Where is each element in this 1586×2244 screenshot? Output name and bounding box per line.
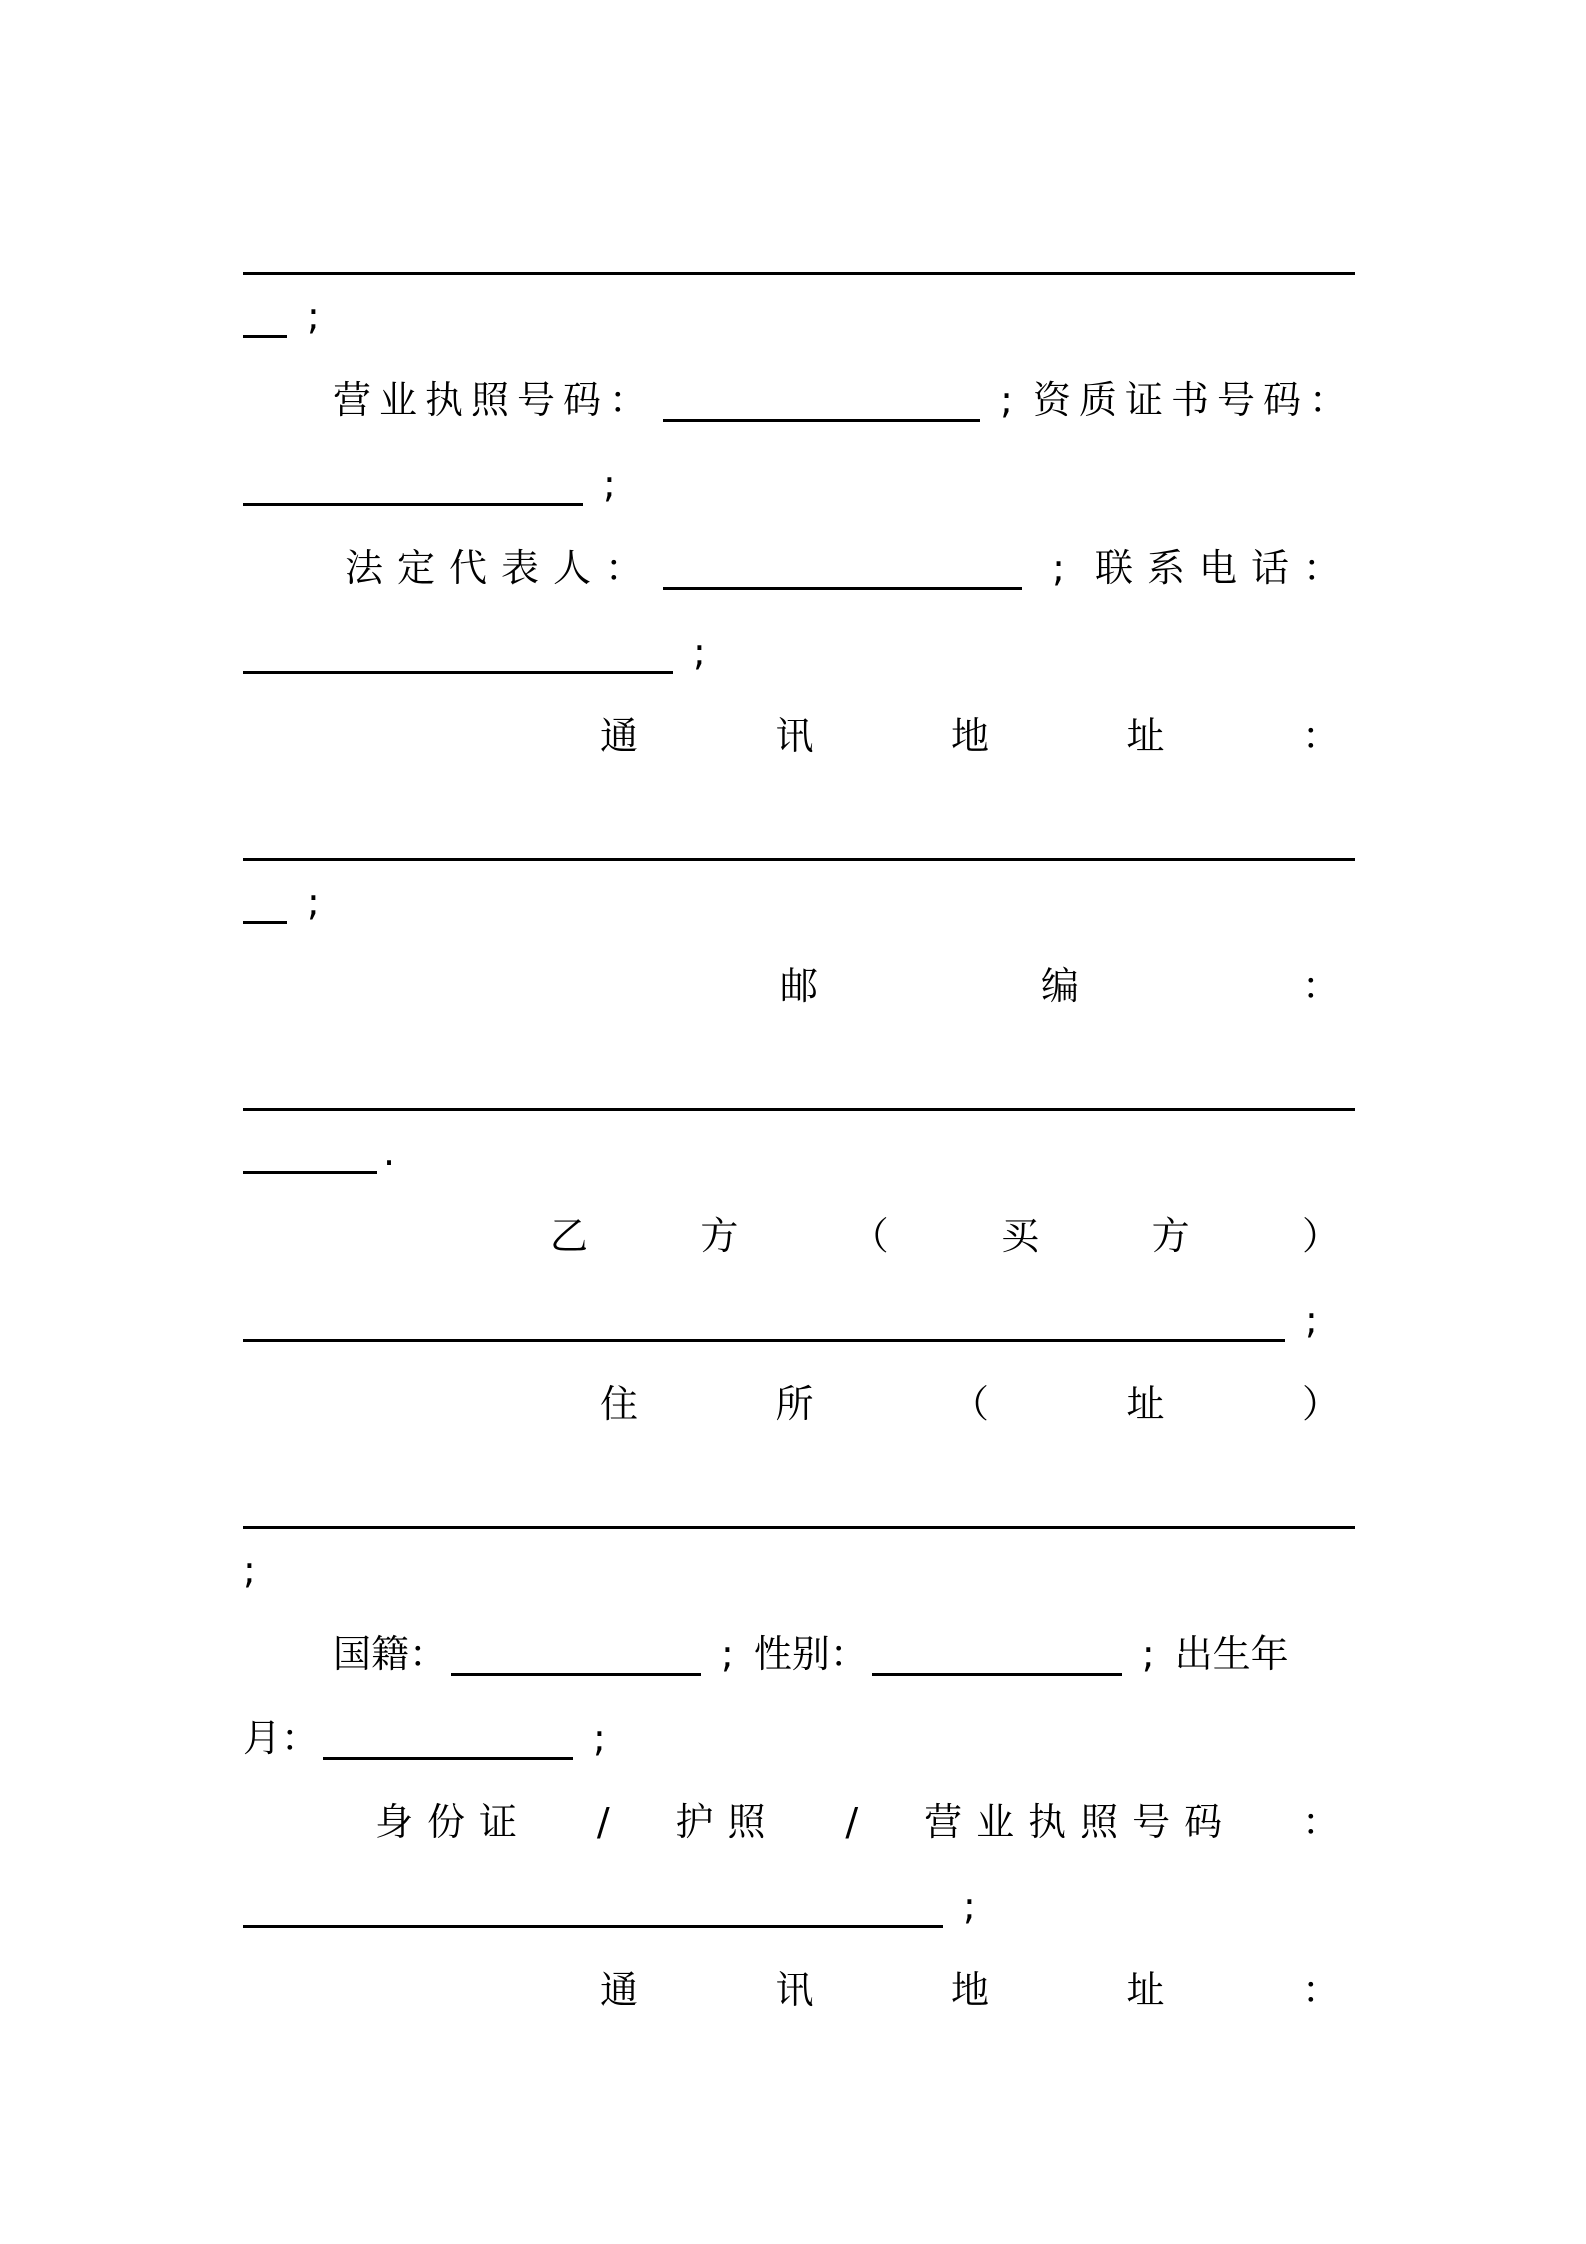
phone-label: 联系电话：	[1094, 546, 1355, 590]
seller-address-end: ;	[307, 294, 320, 338]
buyer-mail-label-char: 址	[1126, 1968, 1165, 2012]
license-sep: ;	[1000, 378, 1013, 422]
buyer-party-label-char: ）	[1301, 1214, 1340, 1258]
zip-end: .	[383, 1130, 396, 1174]
seller-mail-blank[interactable]	[243, 846, 1355, 861]
license-line	[333, 358, 1355, 442]
seller-address-end-line	[243, 274, 1355, 358]
buyer-party-label-char: 方	[1151, 1214, 1190, 1258]
residence-label-char: 址	[1126, 1382, 1165, 1426]
zip-blank-cont[interactable]	[243, 1159, 377, 1174]
birth-label-part2: 月：	[243, 1716, 320, 1760]
birth-label-part1: 出生年	[1174, 1632, 1289, 1676]
residence-blank[interactable]	[243, 1514, 1355, 1529]
zip-label-char: ：	[1301, 964, 1340, 1008]
buyer-mail-label-char: 地	[950, 1968, 989, 2012]
zip-blank[interactable]	[243, 1096, 1355, 1111]
nationality-blank[interactable]	[451, 1661, 701, 1676]
id-label-part: 营业执照号码	[924, 1800, 1237, 1844]
buyer-mail-label-line	[600, 1948, 1340, 2032]
nationality-sep: ;	[721, 1632, 734, 1676]
id-label-part: /	[845, 1800, 859, 1844]
residence-end: ;	[243, 1548, 256, 1592]
cert-number-blank[interactable]	[243, 491, 583, 506]
birth-line	[243, 1696, 1355, 1780]
seller-mail-label-char: 址	[1126, 714, 1165, 758]
cert-blank-line	[243, 442, 1355, 526]
residence-label-char: （	[950, 1382, 989, 1426]
seller-mail-label-char: ：	[1301, 714, 1340, 758]
phone-blank-line	[243, 610, 1355, 694]
license-number-blank[interactable]	[663, 407, 980, 422]
id-label-part: ：	[1301, 1800, 1340, 1844]
phone-end: ;	[693, 630, 706, 674]
birth-blank[interactable]	[323, 1745, 573, 1760]
buyer-name-blank-line	[243, 1278, 1355, 1362]
seller-mail-label-line	[600, 694, 1340, 778]
zip-end-line	[243, 1110, 1355, 1194]
seller-mail-blank-cont[interactable]	[243, 909, 287, 924]
seller-address-blank[interactable]	[243, 260, 1355, 275]
id-blank-line	[243, 1864, 1355, 1948]
buyer-party-label-line	[550, 1194, 1340, 1278]
cert-label: 资质证书号码：	[1032, 378, 1355, 422]
zip-label-line	[780, 944, 1340, 1028]
seller-mail-end: ;	[307, 880, 320, 924]
residence-label-char: 所	[775, 1382, 814, 1426]
cert-end: ;	[603, 462, 616, 506]
zip-label-char: 编	[1040, 964, 1079, 1008]
gender-blank[interactable]	[872, 1661, 1122, 1676]
seller-mail-label-char: 通	[600, 714, 639, 758]
rep-blank[interactable]	[663, 575, 1022, 590]
id-label-part: 护照	[675, 1800, 780, 1844]
gender-sep: ;	[1141, 1632, 1155, 1676]
seller-mail-label-char: 地	[950, 714, 989, 758]
id-label-part: 身份证	[375, 1800, 532, 1844]
buyer-name-blank[interactable]	[243, 1327, 1285, 1342]
seller-address-blank-cont[interactable]	[243, 323, 287, 338]
buyer-mail-label-char: ：	[1301, 1968, 1340, 2012]
rep-sep: ;	[1052, 546, 1065, 590]
id-end: ;	[963, 1884, 976, 1928]
rep-label: 法定代表人：	[345, 546, 658, 590]
id-blank[interactable]	[243, 1913, 943, 1928]
birth-end: ;	[593, 1716, 606, 1760]
residence-label-char: ）	[1301, 1382, 1340, 1426]
residence-label-char: 住	[600, 1382, 639, 1426]
id-label-line	[375, 1780, 1340, 1864]
seller-mail-end-line	[243, 860, 1355, 944]
residence-end-line	[243, 1528, 1355, 1612]
buyer-party-label-char: 方	[700, 1214, 739, 1258]
nationality-line	[333, 1612, 1355, 1696]
nationality-label: 国籍：	[333, 1632, 448, 1676]
id-label-part: /	[596, 1800, 610, 1844]
license-label: 营业执照号码：	[333, 378, 656, 422]
gender-label: 性别：	[753, 1632, 868, 1676]
phone-blank[interactable]	[243, 659, 673, 674]
buyer-mail-label-char: 讯	[775, 1968, 814, 2012]
seller-mail-label-char: 讯	[775, 714, 814, 758]
residence-label-line	[600, 1362, 1340, 1446]
zip-label-char: 邮	[780, 964, 819, 1008]
buyer-party-end: ;	[1305, 1298, 1318, 1342]
rep-line	[345, 526, 1355, 610]
buyer-party-label-char: 买	[1001, 1214, 1040, 1258]
buyer-party-label-char: （	[850, 1214, 889, 1258]
buyer-party-label-char: 乙	[550, 1214, 589, 1258]
buyer-mail-label-char: 通	[600, 1968, 639, 2012]
